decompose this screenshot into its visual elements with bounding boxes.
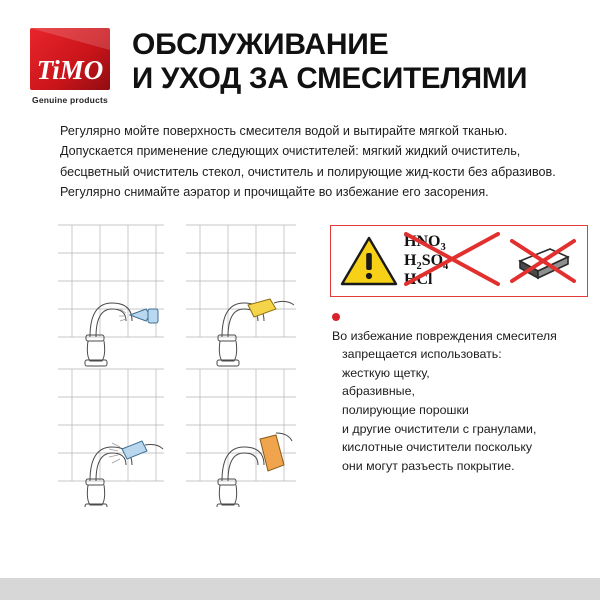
content-area bbox=[22, 217, 578, 517]
document-header bbox=[22, 26, 578, 105]
page-title-line1: ОБСЛУЖИВАНИЕ bbox=[132, 28, 389, 61]
warning-line: жесткую щетку, bbox=[342, 365, 430, 380]
chemical-formulas bbox=[404, 232, 500, 290]
warning-line: и другие очистители с гранулами, bbox=[342, 421, 537, 436]
logo-mark-icon bbox=[30, 28, 110, 90]
page-title bbox=[132, 26, 578, 95]
prohibited-substances-box bbox=[330, 225, 588, 297]
warning-line: кислотные очистители поскольку bbox=[342, 440, 533, 455]
intro-paragraph-2: Регулярно снимайте аэратор и прочищайте во избежание его засорения. bbox=[60, 185, 489, 200]
footer-bar bbox=[0, 578, 600, 600]
page-title-line2: И УХОД ЗА СМЕСИТЕЛЯМИ bbox=[132, 61, 528, 95]
chem-line-3: HCl bbox=[404, 270, 433, 288]
logo-wordmark bbox=[30, 57, 110, 84]
brand-tagline: Genuine products bbox=[32, 95, 108, 105]
warning-line: они могут разъесть покрытие. bbox=[342, 458, 515, 473]
logo-wordmark-text: TiMO bbox=[36, 55, 104, 85]
intro-text bbox=[22, 121, 578, 203]
chem-line-1: $HNO_3$ bbox=[404, 232, 446, 253]
prohibited-usage-text bbox=[332, 327, 594, 476]
warning-line: запрещается использовать: bbox=[342, 347, 502, 362]
warning-line: Во избежание повреждения смесителя bbox=[332, 328, 557, 343]
faucet-cleaning-illustrations bbox=[52, 217, 302, 507]
abrasive-sponge-icon bbox=[506, 233, 578, 289]
panel-brush bbox=[85, 441, 163, 507]
panel-spray-bottle bbox=[85, 303, 158, 366]
bullet-marker bbox=[332, 313, 340, 321]
red-cross-icon bbox=[400, 230, 504, 288]
chem-line-2: $H_2SO_4$ bbox=[404, 251, 449, 272]
intro-paragraph-1: Регулярно мойте поверхность смесителя водой и вытирайте мягкой тканью. Допускается применение следующих очистителей: мягкий жидкий очиститель, бесцветный очиститель стекол, очиститель и полирующие жид-кости без абразивов. bbox=[60, 124, 556, 179]
warning-triangle-icon bbox=[340, 235, 398, 287]
warning-line: абразивные, bbox=[342, 384, 415, 399]
brand-logo bbox=[22, 26, 118, 105]
warning-line: полирующие порошки bbox=[342, 403, 469, 417]
